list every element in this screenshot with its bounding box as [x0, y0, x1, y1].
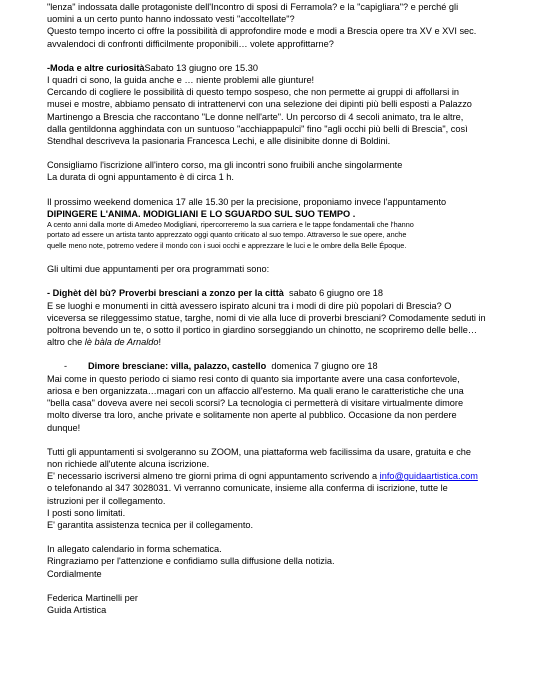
text-line: A cento anni dalla morte di Amedeo Modigliani, ripercorreremo la sua carriera e le tappe fondamentali che l'hanno	[47, 220, 414, 230]
text-line: "lenza" indossata dalle protagoniste dell'Incontro di sposi di Ferramola? e la "capigliara"? e perché gli	[47, 2, 459, 12]
event-dimore	[47, 360, 507, 433]
bullet-dash: -	[64, 361, 68, 372]
text-line: E' necessario iscriversi almeno tre giorni prima di ogni appuntamento scrivendo a info@guidaartistica.com	[47, 471, 478, 482]
text-line: o telefonando al 347 3028031. Vi verranno comunicate, insieme alla conferma di iscrizione, tutte le	[47, 483, 448, 494]
text-line: E' garantita assistenza tecnica per il collegamento.	[47, 519, 254, 530]
text-line: Tutti gli appuntamenti si svolgeranno su ZOOM, una piattaforma web facilissima da usare, gratuita e che	[47, 446, 472, 457]
event-heading	[47, 62, 507, 74]
text-line: Cercando di cogliere le possibilità di questo tempo sospeso, che non permette ai gruppi di affollarsi in	[47, 87, 459, 98]
event-date: Sabato 13 giugno ore 15.30	[144, 62, 258, 73]
text-line: non richiede all'utente alcuna iscrizione.	[47, 458, 210, 469]
text-line: uomini a un certo punto hanno indossato vesti "accoltellate"?	[47, 14, 295, 25]
text-line: poltrona bevendo un te, o sotto il portico in giardino sorseggiando un chinotto, ne scopriremo delle belle…	[47, 325, 478, 336]
event-title: Dimore bresciane: villa, palazzo, castello	[88, 361, 267, 372]
text-line: I quadri ci sono, la guida anche e … niente problemi alle giunture!	[47, 75, 315, 86]
text-line: portato ad essere un artista tanto apprezzato oggi quanto criticato al suo tempo. Attraverso le sue opere, anche	[47, 230, 407, 240]
text-line: Questo tempo incerto ci offre la possibilità di approfondire mode e modi a Brescia opere tra XV e XVI sec.	[47, 26, 477, 37]
text-line: viceversa se rileggessimo statue, targhe, nomi di vie alla luce di proverbi bresciani? Comodamente seduti in	[47, 312, 486, 323]
closing-paragraph	[47, 543, 507, 580]
text-line: molto diverse tra loro, anche private e solitamente non aperte al pubblico. Occasione da non perdere	[47, 410, 457, 421]
event-moda	[47, 62, 507, 147]
text-line: Il prossimo weekend domenica 17 alle 15.30 per la precisione, proponiamo invece l'appuntamento	[47, 196, 447, 207]
event-title: -Moda e altre curiosità	[47, 62, 145, 73]
email-link[interactable]: info@guidaartistica.com	[379, 471, 478, 482]
text-line: I posti sono limitati.	[47, 507, 126, 518]
text-line: dunque!	[47, 422, 81, 433]
event-modigliani	[47, 196, 507, 252]
text-line: Martinengo a Brescia che raccontano "Le donne nell'arte". Un percorso di 4 secoli animato, tra le altre,	[47, 111, 464, 122]
intro-paragraph	[47, 1, 507, 50]
text-line: avvalendoci di confronti difficilmente proponibili… volete approfittarne?	[47, 38, 334, 49]
event-title: DIPINGERE L'ANIMA. MODIGLIANI E LO SGUARDO SUL SUO TEMPO .	[47, 208, 356, 219]
text-line: dalla gentildonna agghindata con un suntuoso "acchiappapulci" fino "agli occhi più belli di Brescia", così	[47, 123, 468, 134]
text-line: Consigliamo l'iscrizione all'intero corso, ma gli incontri sono fruibili anche singolarmente	[47, 160, 403, 171]
info-paragraph	[47, 446, 507, 531]
event-date: domenica 7 giugno ore 18	[271, 361, 378, 372]
event-date: sabato 6 giugno ore 18	[289, 288, 383, 299]
text-line: istruzioni per il collegamento.	[47, 495, 166, 506]
event-dighet	[47, 287, 507, 348]
text-line: "bella casa" doveva avere nei secoli scorsi? La tecnologia ci permetterà di visitare virtualmente dimore	[47, 398, 464, 409]
text-line: Cordialmente	[47, 568, 102, 579]
text-line: musei e mostre, abbiamo pensato di intrattenervi con una selezione dei dipinti più belli esposti a Palazzo	[47, 99, 472, 110]
signature	[47, 592, 507, 616]
signature-org: Guida Artistica	[47, 604, 107, 615]
email-body	[47, 1, 507, 616]
text-line: Ringraziamo per l'attenzione e confidiamo sulla diffusione della notizia.	[47, 556, 335, 567]
text-line: altro che lè bàla de Arnaldo!	[47, 337, 162, 348]
text-line: La durata di ogni appuntamento è di circa 1 h.	[47, 172, 234, 183]
text-line: quelle meno note, potremo vedere il mondo con i suoi occhi e apprezzare le luci e le ombre della Belle Époque.	[47, 240, 407, 250]
text-line: ariosa e ben organizzata…magari con un affaccio all'esterno. Ma quali erano le caratteristiche che una	[47, 385, 464, 396]
text-line: In allegato calendario in forma schematica.	[47, 544, 222, 555]
registration-note	[47, 159, 507, 183]
event-heading	[64, 360, 507, 372]
text-line: E se luoghi e monumenti in città avessero ispirato alcuni tra i modi di dire più popolari di Brescia? O	[47, 300, 452, 311]
signature-name: Federica Martinelli per	[47, 592, 138, 603]
event-heading	[47, 287, 507, 299]
text-line: Gli ultimi due appuntamenti per ora programmati sono:	[47, 264, 270, 275]
text-line: Mai come in questo periodo ci siamo resi conto di quanto sia importante avere una casa confortevole,	[47, 373, 460, 384]
italic-phrase: lè bàla de Arnaldo	[84, 337, 159, 348]
event-title: - Dighèt dèl bù? Proverbi bresciani a zonzo per la città	[47, 288, 284, 299]
text-line: Stendhal descriveva la pasionaria Francesca Lechi, e alle disinibite donne di Boldini.	[47, 136, 391, 147]
